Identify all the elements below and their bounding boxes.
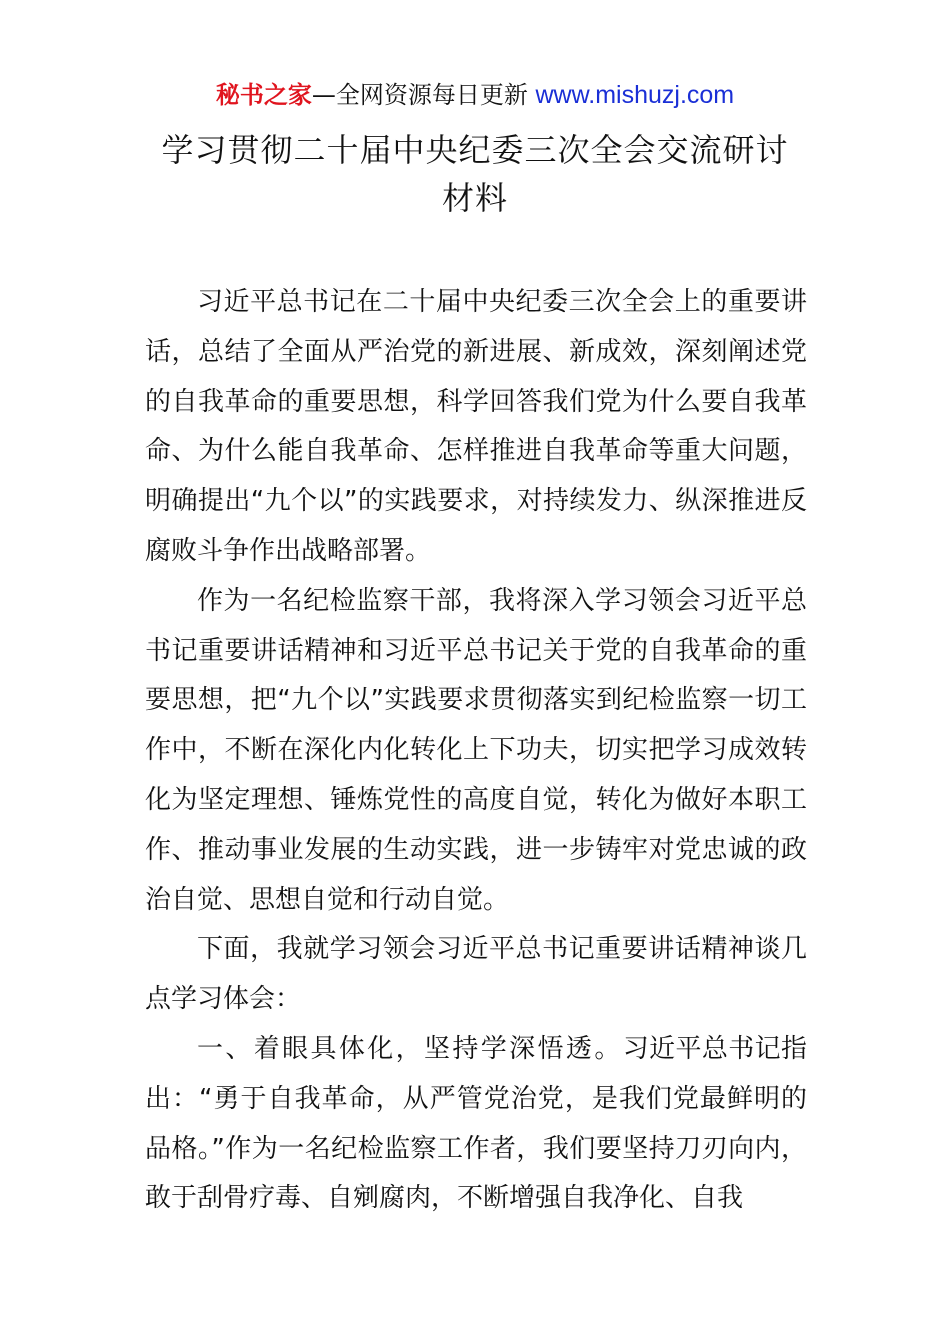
site-name: 秘书之家: [215, 81, 312, 109]
paragraph-1: 习近平总书记在二十届中央纪委三次全会上的重要讲话，总结了全面从严治党的新进展、新成效，深刻阐述党的自我革命的重要思想，科学回答我们党为什么要自我革命、为什么能自我革命、怎样推进自我革命等重大问题，明确提出“九个以”的实践要求，对持续发力、纵深推进反腐败斗争作出战略部署。: [145, 287, 807, 566]
paragraph-2: 作为一名纪检监察干部，我将深入学习领会习近平总书记重要讲话精神和习近平总书记关于党的自我革命的重要思想，把“九个以”实践要求贯彻落实到纪检监察一切工作中，不断在深化内化转化上下功夫，切实把学习成效转化为坚定理想、锤炼党性的高度自觉，转化为做好本职工作、推动事业发展的生动实践，进一步铸牢对党忠诚的政治自觉、思想自觉和行动自觉。: [145, 585, 807, 915]
document-title-line-2: 材料: [441, 179, 508, 217]
document-title: [140, 126, 810, 222]
section-1-text: 习近平总书记指出：“勇于自我革命，从严管党治党，是我们党最鲜明的品格。”作为一名纪检监察工作者，我们要坚持刀刃向内，敢于刮骨疗毒、自剜腐肉，不断增强自我净化、自我: [145, 1033, 807, 1214]
document-body: [145, 278, 807, 1224]
section-1-paragraph: [145, 1025, 807, 1224]
document-title-line-1: 学习贯彻二十届中央纪委三次全会交流研讨: [161, 131, 789, 169]
section-1-heading: 一、着眼具体化，坚持学深悟透。: [197, 1033, 623, 1064]
site-tagline: —全网资源每日更新: [311, 81, 528, 109]
paragraph-3: 下面，我就学习领会习近平总书记重要讲话精神谈几点学习体会：: [145, 934, 807, 1015]
site-watermark-header: [0, 78, 950, 112]
site-url-link[interactable]: www.mishuzj.com: [535, 81, 735, 109]
